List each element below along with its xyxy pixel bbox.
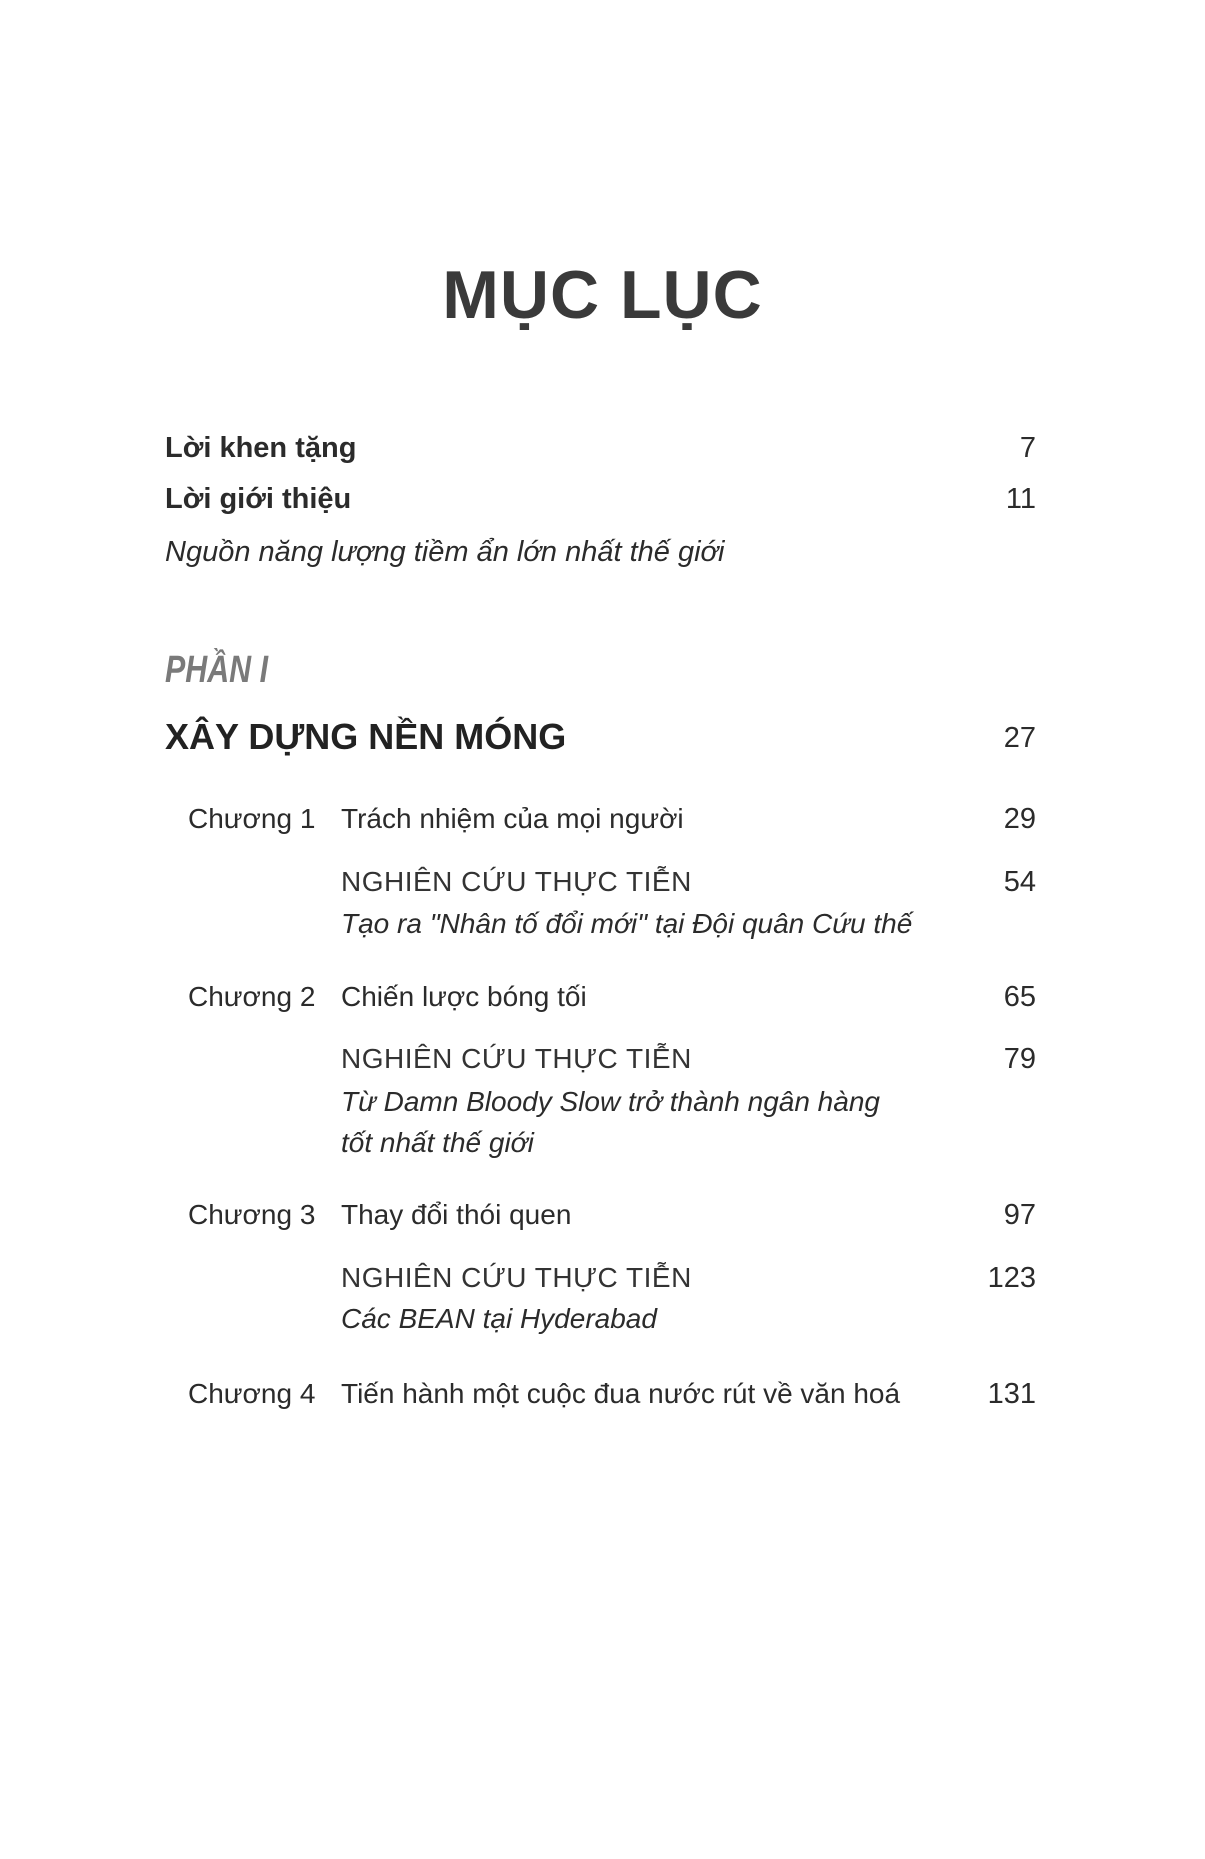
toc-page-number: 27 (1003, 722, 1036, 754)
toc-page-number: 11 (1005, 483, 1036, 515)
toc-page-number: 29 (1003, 803, 1036, 835)
case-study-subtitle: Tạo ra "Nhân tố đổi mới" tại Đội quân Cứu thế (341, 908, 913, 939)
page-title: MỤC LỤC (442, 257, 763, 333)
chapter-label: Chương 2 (188, 981, 316, 1012)
chapter-title: Chiến lược bóng tối (341, 981, 587, 1012)
case-study-label: NGHIÊN CỨU THỰC TIỄN (341, 866, 692, 897)
toc-page-number: 54 (1003, 866, 1036, 898)
chapter-label: Chương 1 (188, 803, 316, 834)
toc-page-number: 7 (1019, 432, 1036, 464)
toc-entry-subtitle: Nguồn năng lượng tiềm ẩn lớn nhất thế giới (165, 536, 725, 568)
chapter-label: Chương 3 (188, 1199, 316, 1230)
case-study-label: NGHIÊN CỨU THỰC TIỄN (341, 1262, 692, 1293)
toc-page-number: 131 (987, 1378, 1036, 1410)
toc-page-number: 65 (1003, 981, 1036, 1013)
case-study-label: NGHIÊN CỨU THỰC TIỄN (341, 1043, 692, 1074)
part-title: XÂY DỰNG NỀN MÓNG (165, 716, 567, 757)
toc-page-number: 123 (987, 1262, 1036, 1294)
case-study-subtitle: Các BEAN tại Hyderabad (341, 1303, 657, 1334)
case-study-subtitle: Từ Damn Bloody Slow trở thành ngân hàng (341, 1086, 880, 1117)
chapter-title: Tiến hành một cuộc đua nước rút về văn hoá (341, 1378, 901, 1409)
toc-entry-praise: Lời khen tặng (165, 432, 357, 464)
chapter-title: Trách nhiệm của mọi người (341, 803, 684, 834)
chapter-label: Chương 4 (188, 1378, 316, 1409)
toc-page-number: 97 (1003, 1199, 1036, 1231)
part-label: PHẦN I (165, 649, 269, 691)
case-study-subtitle-line2: tốt nhất thế giới (341, 1127, 534, 1158)
chapter-title: Thay đổi thói quen (341, 1199, 572, 1230)
toc-entry-introduction: Lời giới thiệu (165, 483, 352, 515)
toc-page-number: 79 (1003, 1043, 1036, 1075)
